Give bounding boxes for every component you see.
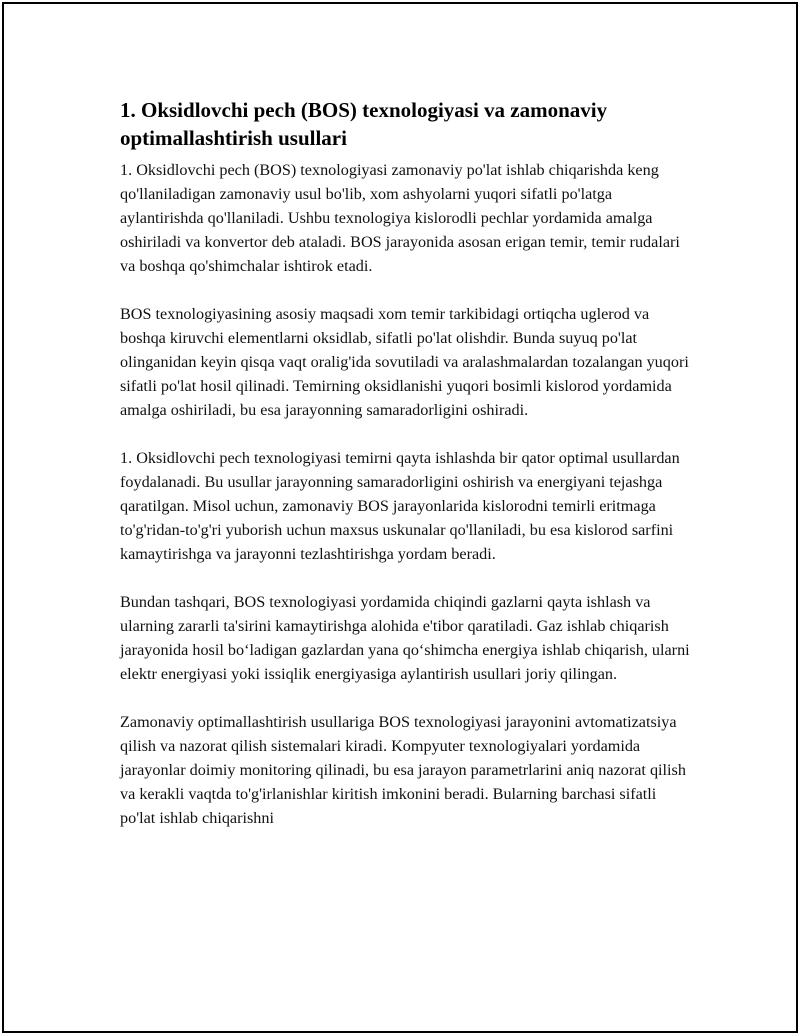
document-content (120, 96, 690, 854)
document-page (2, 2, 798, 1033)
paragraph-5: Zamonaviy optimallashtirish usullariga BOS texnologiyasi jarayonini avtomatizatsiya qilish va nazorat qilish sistemalari kiradi. Kompyuter texnologiyalari yordamida jarayonlar doimiy monitoring qilinadi, bu esa jarayon parametrlarini aniq nazorat qilish va kerakli vaqtda to'g'irlanishlar kiritish imkonini beradi. Bularning barchasi sifatli po'lat ishlab chiqarishni (120, 713, 686, 827)
paragraph-3: 1. Oksidlovchi pech texnologiyasi temirni qayta ishlashda bir qator optimal usullardan foydalanadi. Bu usullar jarayonning samaradorligini oshirish va energiyani tejashga qaratilgan. Misol uchun, zamonaviy BOS jarayonlarida kislorodni temirli eritmaga to'g'ridan-to'g'ri yuborish uchun maxsus uskunalar qo'llaniladi, bu esa kislorod sarfini kamaytirishga va jarayonni tezlashtirishga yordam beradi. (120, 449, 680, 563)
paragraph-4: Bundan tashqari, BOS texnologiyasi yordamida chiqindi gazlarni qayta ishlash va ularning zararli ta'sirini kamaytirishga alohida e'tibor qaratiladi. Gaz ishlab chiqarish jarayonida hosil bo‘ladigan gazlardan yana qo‘shimcha energiya ishlab chiqarish, ularni elektr energiyasi yoki issiqlik energiyasiga aylantirish usullari joriy qilingan. (120, 593, 690, 683)
paragraph-1: 1. Oksidlovchi pech (BOS) texnologiyasi zamonaviy po'lat ishlab chiqarishda keng qo'llaniladigan zamonaviy usul bo'lib, xom ashyolarni yuqori sifatli po'latga aylantirishda qo'llaniladi. Ushbu texnologiya kislorodli pechlar yordamida amalga oshiriladi va konvertor deb ataladi. BOS jarayonida asosan erigan temir, temir rudalari va boshqa qo'shimchalar ishtirok etadi. (120, 161, 680, 275)
paragraph-2: BOS texnologiyasining asosiy maqsadi xom temir tarkibidagi ortiqcha uglerod va boshqa kiruvchi elementlarni oksidlab, sifatli po'lat olishdir. Bunda suyuq po'lat olinganidan keyin qisqa vaqt oralig'ida sovutiladi va aralashmalardan tozalangan yuqori sifatli po'lat hosil qilinadi. Temirning oksidlanishi yuqori bosimli kislorod yordamida amalga oshiriladi, bu esa jarayonning samaradorligini oshiradi. (120, 305, 689, 419)
document-title: 1. Oksidlovchi pech (BOS) texnologiyasi va zamonaviy optimallashtirish usullari (120, 98, 608, 150)
